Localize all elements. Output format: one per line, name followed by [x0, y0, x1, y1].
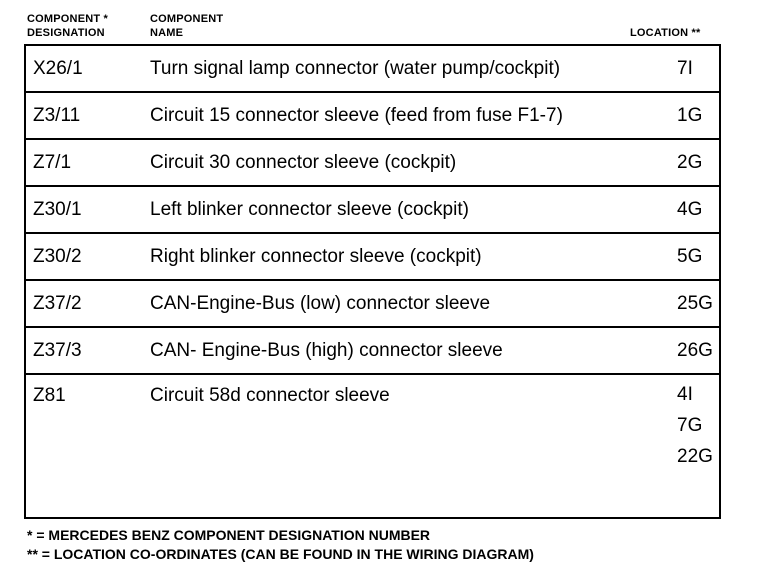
- row-designation: Z37/3: [33, 340, 82, 361]
- table-row: [26, 281, 719, 328]
- row-designation: Z30/1: [33, 199, 82, 220]
- row-component-name: Circuit 15 connector sleeve (feed from fuse F1-7): [150, 105, 563, 126]
- row-location: [677, 293, 713, 315]
- row-location: [677, 379, 713, 472]
- row-location-value: 7G: [677, 415, 703, 436]
- row-component-name: Right blinker connector sleeve (cockpit): [150, 246, 482, 267]
- row-designation: Z81: [33, 385, 66, 406]
- row-designation: Z30/2: [33, 246, 82, 267]
- row-component-name: Turn signal lamp connector (water pump/cockpit): [150, 58, 561, 79]
- row-location-value: 25G: [677, 293, 713, 314]
- row-component-name: CAN- Engine-Bus (high) connector sleeve: [150, 340, 503, 361]
- row-component-name: Circuit 30 connector sleeve (cockpit): [150, 152, 457, 173]
- header-designation-line-1: COMPONENT *: [27, 13, 109, 25]
- row-designation: Z3/11: [33, 105, 81, 126]
- row-location: [677, 199, 702, 221]
- row-location-value: 4I: [677, 384, 693, 405]
- row-location-value: 2G: [677, 152, 703, 173]
- row-location: [677, 105, 702, 127]
- header-component-designation: [27, 12, 108, 40]
- header-component-name: [150, 12, 223, 40]
- row-component-name: CAN-Engine-Bus (low) connector sleeve: [150, 293, 491, 314]
- row-location-value: 7I: [677, 58, 693, 79]
- table-row: [26, 328, 719, 375]
- row-component-name: Left blinker connector sleeve (cockpit): [150, 199, 469, 220]
- table-row: [26, 187, 719, 234]
- row-component-name: Circuit 58d connector sleeve: [150, 385, 390, 406]
- row-designation: Z37/2: [33, 293, 82, 314]
- row-location: [677, 152, 702, 174]
- row-location-value: 26G: [677, 340, 713, 361]
- header-designation-line-2: DESIGNATION: [27, 27, 105, 39]
- row-location-value: 1G: [677, 105, 703, 126]
- row-location: [677, 58, 693, 80]
- row-designation: X26/1: [33, 58, 83, 79]
- component-table: [24, 44, 721, 519]
- table-row: [26, 93, 719, 140]
- header-location: LOCATION **: [630, 27, 701, 39]
- row-location: [677, 246, 702, 268]
- header-name-line-2: NAME: [150, 27, 184, 39]
- row-location: [677, 340, 713, 362]
- table-row: [26, 46, 719, 93]
- table-row: [26, 140, 719, 187]
- row-designation: Z7/1: [33, 152, 72, 173]
- footnote-designation: * = MERCEDES BENZ COMPONENT DESIGNATION NUMBER: [27, 527, 431, 543]
- footnote-location: ** = LOCATION CO-ORDINATES (CAN BE FOUND IN THE WIRING DIAGRAM): [27, 546, 534, 562]
- table-row: [26, 375, 719, 517]
- row-location-value: 5G: [677, 246, 703, 267]
- header-name-line-1: COMPONENT: [150, 13, 224, 25]
- table-row: [26, 234, 719, 281]
- row-location-value: 22G: [677, 446, 713, 467]
- row-location-value: 4G: [677, 199, 703, 220]
